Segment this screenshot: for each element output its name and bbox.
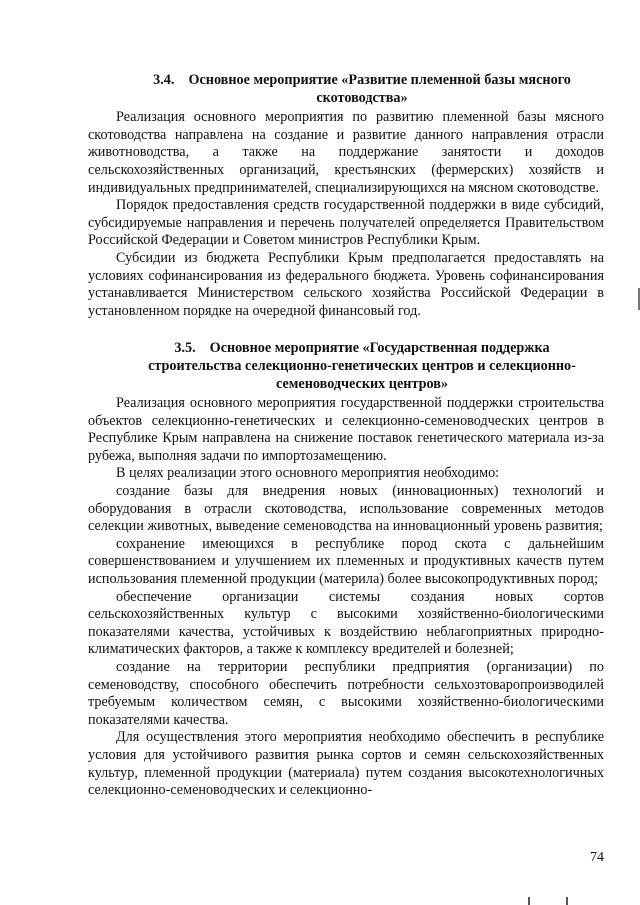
section-title: Основное мероприятие «Развитие племенной базы мясного скотоводства» [188,72,571,106]
paragraph: Реализация основного мероприятия государственной поддержки строительства объектов селекционно-генетических и селекционно-семеноводческих центров в Республике Крым направлена на снижение поставок генетического материала из-за рубежа, выполняя задачи по импортозамещению. [88,395,604,464]
section-heading-3-5 [88,340,604,393]
paragraph: Субсидии из бюджета Республики Крым предполагается предоставлять на условиях софинансирования из федерального бюджета. Уровень софинансирования устанавливается Министерством сельского хозяйства Российской Федерации в установленном порядке на очередной финансовый год. [88,249,604,319]
section-number: 3.5. [174,340,196,357]
list-item: создание базы для внедрения новых (инновационных) технологий и оборудования в отрасли скотоводства, использование современных методов селекции животных, выведение семеноводства на инновационный уровень развития; [88,483,604,535]
scan-bottom-mark [566,897,568,905]
document-body [88,72,604,800]
paragraph: Порядок предоставления средств государственной поддержки в виде субсидий, субсидируемые направления и перечень получателей определяется Правительством Российской Федерации и Советом министров Республики Крым. [88,197,604,249]
section-heading-3-4 [88,72,604,107]
paragraph: Для осуществления этого мероприятия необходимо обеспечить в республике условия для устойчивого развития рынка сортов и семян сельскохозяйственных культур, племенной продукции (материала) путем создания высокотехнологичных селекционно-семеноводческих и селекционно- [88,729,604,799]
section-number: 3.4. [153,72,175,88]
scan-bottom-mark [528,897,530,905]
list-item: обеспечение организации системы создания новых сортов сельскохозяйственных культур с высокими хозяйственно-биологическими показателями качества, устойчивых к воздействию неблагоприятных природно-климатических факторов, а также к комплексу вредителей и болезней; [88,588,604,658]
paragraph: Реализация основного мероприятия по развитию племенной базы мясного скотоводства направлена на создание и развитие данного направления отрасли животноводства, а также на поддержание занятости и доходов сельскохозяйственных организаций, крестьянских (фермерских) хозяйств и индивидуальных предпринимателей, специализирующихся на мясном скотоводстве. [88,109,604,196]
section-title: Основное мероприятие «Государственная поддержка строительства селекционно-генетических центров и селекционно-семеноводческих центров» [148,340,576,392]
list-item: сохранение имеющихся в республике пород скота с дальнейшим совершенствованием и улучшением их племенных и продуктивных качеств путем использования племенной продукции (материла) более высокопродуктивных пород; [88,535,604,588]
paragraph: В целях реализации этого основного мероприятия необходимо: [116,465,500,482]
page-number: 74 [590,850,604,865]
list-item: создание на территории республики предприятия (организации) по семеноводству, способного обеспечить потребности сельхозтоваропроизводилей требуемым количеством семян, с высокими хозяйственно-биологическими показателями качества. [88,659,604,728]
